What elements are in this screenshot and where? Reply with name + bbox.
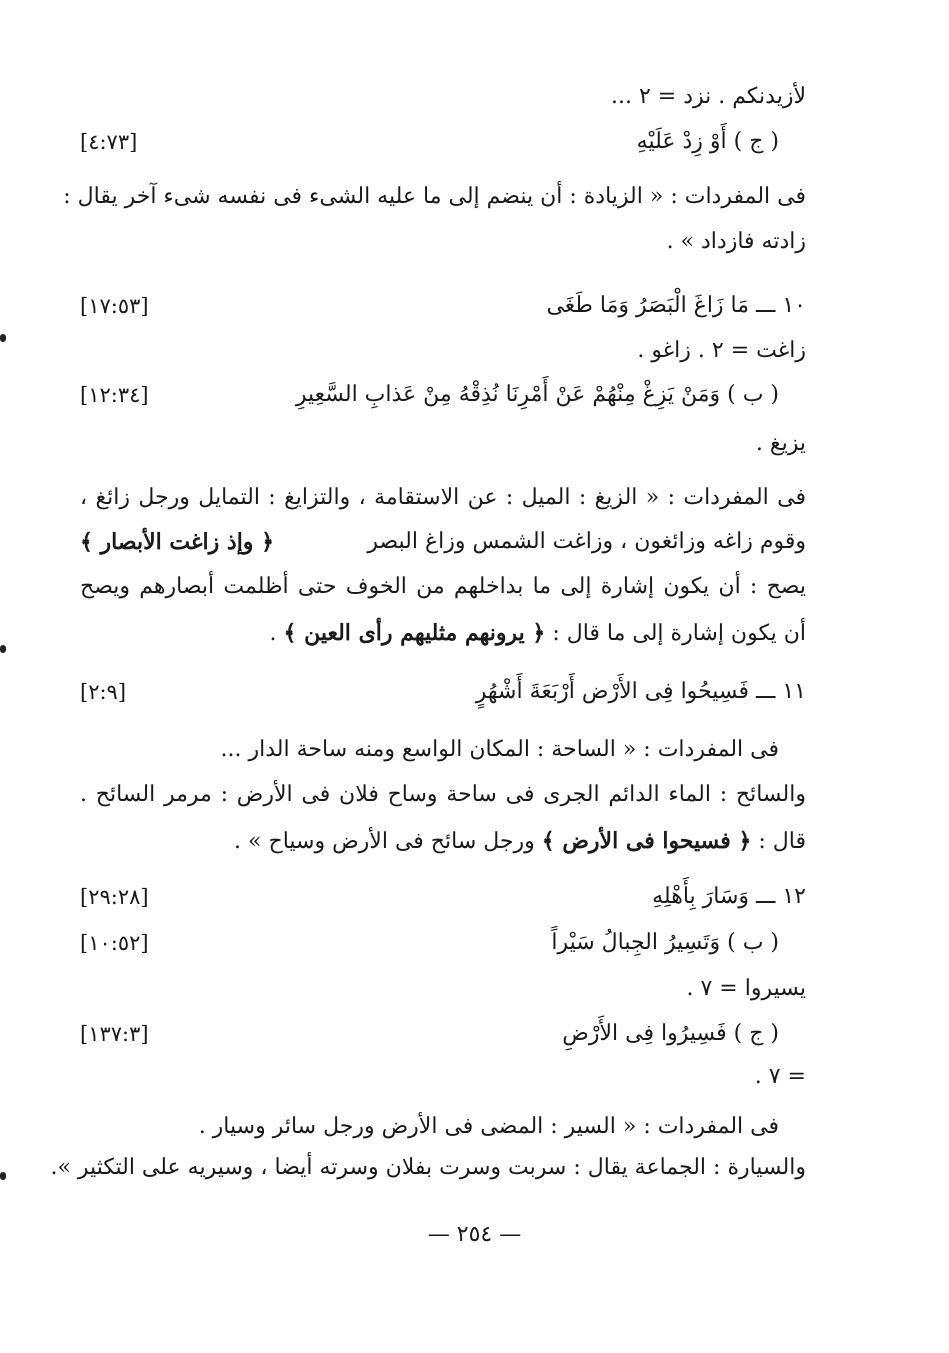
text-line: زاغت = ٢ . زاغو . (637, 338, 806, 363)
verse-line: ١٠ ـــ مَا زَاغَ الْبَصَرُ وَمَا طَغَى (546, 293, 806, 318)
text-line: زادته فازداد » . (666, 229, 806, 254)
text-line (234, 826, 806, 857)
text-segment: . (269, 621, 277, 646)
verse-line: ( ب ) وَتَسِيرُ الجِبالُ سَيْراً (551, 930, 779, 955)
text-segment: ورجل سائح فى الأرض وسياح » . (234, 829, 535, 854)
verse-line: ١٢ ـــ وَسَارَ بِأَهْلِهِ (652, 884, 806, 909)
text-line: فى المفردات : « الزيغ : الميل : عن الاستقامة ، والتزايغ : التمايل ورجل زائغ ، (80, 485, 806, 510)
verse-line: ١١ ـــ فَسِيحُوا فِى الأَرْض أَرْبَعَةَ أَشْهُرٍ (475, 679, 806, 704)
verse-line: ( ج ) فَسِيرُوا فِى الأَرْضِ (562, 1021, 779, 1046)
text-line: يسيروا = ٧ . (686, 976, 806, 1001)
text-segment: قال : (758, 829, 806, 854)
text-line: يزيغ . (755, 431, 806, 456)
binding-mark (0, 334, 6, 342)
text-line: فى المفردات : « الزيادة : أن ينضم إلى ما عليه الشىء فى نفسه شىء آخر يقال : (63, 184, 806, 209)
text-line: = ٧ . (754, 1064, 806, 1089)
text-segment: وقوم زاغه وزائغون ، وزاغت الشمس وزاغ البصر (367, 529, 806, 554)
page-number: — ٢٥٤ — (427, 1222, 522, 1247)
quran-quote: ﴿ وإذ زاغت الأبصار ﴾ (80, 529, 274, 555)
text-segment: أن يكون إشارة إلى ما قال : (552, 621, 806, 646)
text-line: والسيارة : الجماعة يقال : سربت وسرت بفلان وسرته أيضا ، وسيريه على التكثير ». (50, 1155, 806, 1180)
verse-reference: [٢:٩] (80, 680, 127, 704)
verse-reference: [١٣٧:٣] (80, 1022, 149, 1046)
text-line: فى المفردات : « السير : المضى فى الأرض ورجل سائر وسيار . (198, 1114, 779, 1139)
verse-line: ( ج ) أَوْ زِدْ عَلَيْهِ (636, 129, 779, 154)
verse-line: ( ب ) وَمَنْ يَزِغْ مِنْهُمْ عَنْ أَمْرِنَا نُذِقْهُ مِنْ عَذابِ السَّعِيرِ (295, 382, 779, 407)
verse-reference: [١٧:٥٣] (80, 294, 149, 318)
binding-mark (0, 1172, 6, 1180)
quran-quote: ﴿ فسيحوا فى الأرض ﴾ (541, 828, 752, 854)
binding-mark (0, 645, 6, 653)
text-line: والسائح : الماء الدائم الجرى فى ساحة وساح فلان فى الأرض : مرمر السائح . (80, 782, 806, 807)
verse-reference: [١٠:٥٢] (80, 931, 149, 955)
text-line (80, 527, 806, 557)
verse-reference: [٢٩:٢٨] (80, 885, 149, 909)
text-line: يصح : أن يكون إشارة إلى ما بداخلهم من الخوف حتى أظلمت أبصارهم ويصح (80, 574, 806, 599)
text-line (270, 618, 806, 649)
quran-quote: ﴿ يرونهم مثليهم رأى العين ﴾ (283, 620, 546, 646)
verse-reference: [٤:٧٣] (80, 130, 138, 154)
verse-reference: [١٢:٣٤] (80, 383, 149, 407)
text-line: لأزيدنكم . نزد = ٢ ... (610, 84, 806, 109)
text-line: فى المفردات : « الساحة : المكان الواسع ومنه ساحة الدار ... (220, 737, 779, 762)
